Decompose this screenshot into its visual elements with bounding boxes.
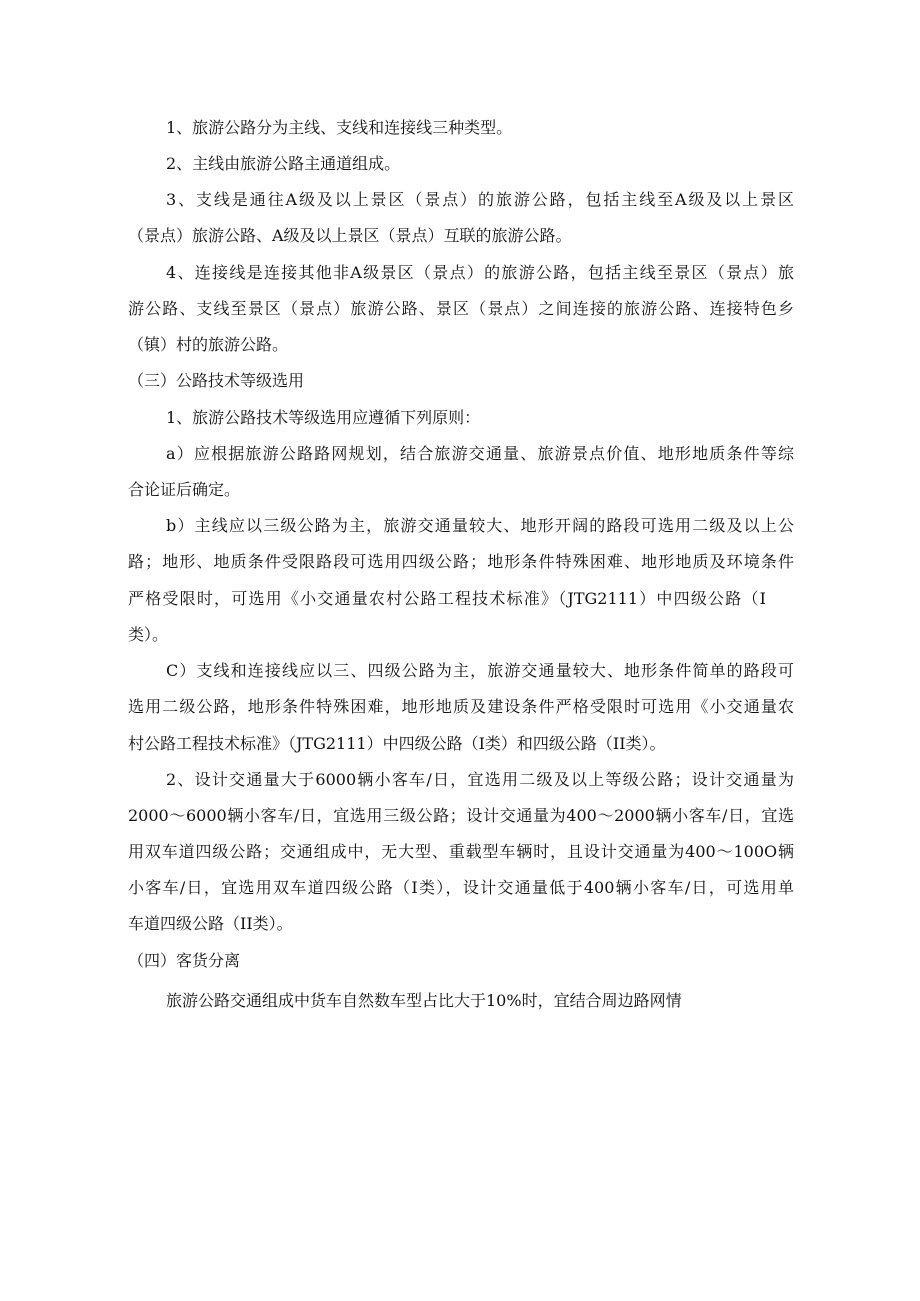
text-line: 旅游公路交通组成中货车自然数车型占比大于10%时，宜结合周边路网情	[166, 991, 682, 1010]
text-line: 用双车道四级公路；交通组成中，无大型、重载型车辆时，且设计交通量为400～100O辆	[128, 842, 794, 861]
text-line: a）应根据旅游公路路网规划，结合旅游交通量、旅游景点价值、地形地质条件等综	[166, 444, 794, 463]
section-heading: （三）公路技术等级选用	[128, 371, 305, 390]
section-heading: （四）客货分离	[128, 951, 241, 970]
text-line: 小客车/日，宜选用双车道四级公路（I类），设计交通量低于400辆小客车/日，可选用单	[128, 878, 794, 897]
text-line: 2000～6000辆小客车/日，宜选用三级公路；设计交通量为400～2000辆小客车/日，宜选	[128, 806, 794, 825]
text-line: 类）。	[128, 625, 169, 644]
text-line: 严格受限时，可选用《小交通量农村公路工程技术标准》（JTG2111）中四级公路（I	[128, 589, 766, 608]
text-line: 车道四级公路（II类）。	[128, 914, 293, 933]
text-line: 选用二级公路，地形条件特殊困难，地形地质及建设条件严格受限时可选用《小交通量农	[128, 697, 794, 716]
text-line: 1、旅游公路分为主线、支线和连接线三种类型。	[166, 118, 513, 137]
text-line: b）主线应以三级公路为主，旅游交通量较大、地形开阔的路段可选用二级及以上公	[166, 516, 794, 535]
text-line: 3、支线是通往A级及以上景区（景点）的旅游公路，包括主线至A级及以上景区	[166, 190, 794, 209]
text-line: （镇）村的旅游公路。	[128, 335, 289, 354]
text-line: 2、主线由旅游公路主通道组成。	[166, 154, 401, 173]
text-line: 4、连接线是连接其他非A级景区（景点）的旅游公路，包括主线至景区（景点）旅	[166, 263, 794, 282]
text-line: 游公路、支线至景区（景点）旅游公路、景区（景点）之间连接的旅游公路、连接特色乡	[128, 299, 794, 318]
text-line: 1、旅游公路技术等级选用应遵循下列原则：	[166, 408, 481, 427]
text-line: C）支线和连接线应以三、四级公路为主，旅游交通量较大、地形条件简单的路段可	[166, 661, 794, 680]
text-line: 村公路工程技术标准》（JTG2111）中四级公路（I类）和四级公路（II类）。	[128, 734, 666, 753]
text-line: （景点）旅游公路、A级及以上景区（景点）互联的旅游公路。	[128, 226, 572, 245]
text-line: 2、设计交通量大于6000辆小客车/日，宜选用二级及以上等级公路；设计交通量为	[166, 770, 794, 789]
text-line: 路；地形、地质条件受限路段可选用四级公路；地形条件特殊困难、地形地质及环境条件	[128, 552, 794, 571]
text-line: 合论证后确定。	[128, 480, 241, 499]
